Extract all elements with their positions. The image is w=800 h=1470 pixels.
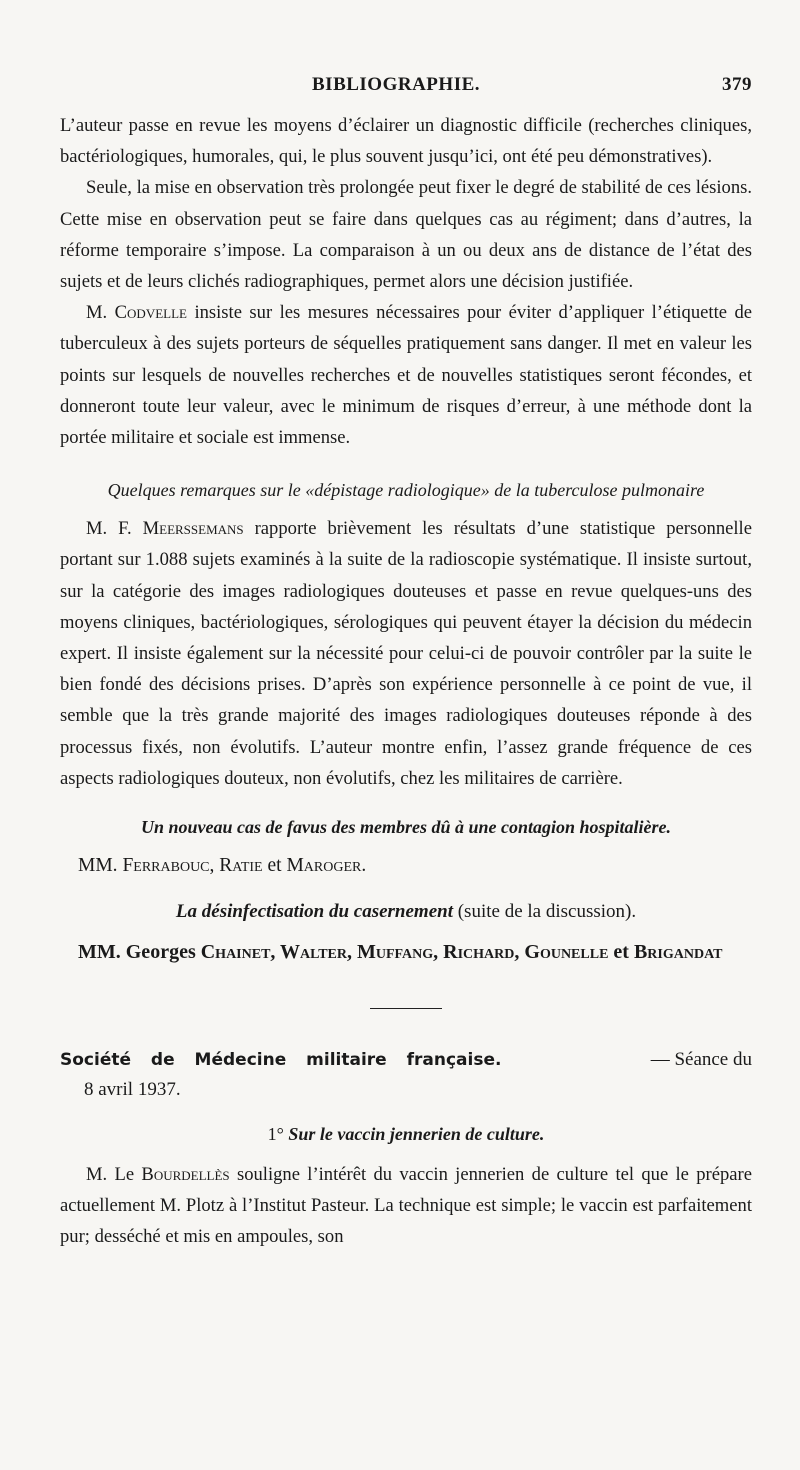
- author-name: Brigandat: [633, 941, 723, 964]
- running-title: BIBLIOGRAPHIE.: [312, 74, 481, 95]
- authors-desinfectisation: [78, 936, 752, 968]
- author-name: Codvelle: [114, 302, 187, 324]
- paragraph-3-text: insiste sur les mesures nécessaires pour éviter d’appliquer l’étiquette de tuberculeux à des sujets porteurs de séquelles pratiquement sans danger. Il met en valeur les points sur lesquels de nouvelles recherches et de nouvelles statistiques seront fécondes, et donneront toute leur valeur, avec le minimum de risques d’erreur, à une méthode dont la portée militaire et sociale est immense.: [60, 302, 752, 449]
- author-prefix: M.: [86, 302, 108, 324]
- author-prefix: M. Le: [86, 1164, 135, 1186]
- section-heading-favus: Un nouveau cas de favus des membres dû à une contagion hospitalière.: [140, 817, 672, 838]
- conjunction: et: [267, 855, 282, 877]
- running-head: [60, 70, 752, 110]
- paragraph-final: [60, 1159, 752, 1253]
- paragraph-4: [60, 513, 752, 794]
- section-heading-desinfectisation: [60, 896, 752, 928]
- authors-prefix: MM. Georges: [78, 941, 196, 964]
- section-divider: [370, 1008, 442, 1009]
- paragraph-1: L’auteur passe en revue les moyens d’éclairer un diagnostic difficile (recherches cliniques, bactériologiques, humorales, qui, le plus souvent jusqu’ici, ont été peu démonstratives).: [60, 115, 752, 168]
- author-name: Meerssemans: [142, 518, 244, 540]
- subsection-number: 1°: [267, 1124, 284, 1145]
- page-number: 379: [722, 74, 752, 95]
- heading-rest: (suite de la discussion).: [457, 901, 637, 923]
- heading-italic-part: La désinfectisation du casernement: [175, 901, 453, 923]
- society-heading: [60, 1045, 752, 1105]
- author-names: Chainet, Walter, Muffang, Richard, Gounelle: [200, 941, 609, 964]
- subsection-title: Sur le vaccin jennerien de culture.: [288, 1124, 545, 1145]
- society-name: Société de Médecine militaire française.: [60, 1050, 502, 1071]
- society-seance: — Séance du: [650, 1049, 752, 1071]
- paragraph-4-text: rapporte brièvement les résultats d’une statistique personnelle portant sur 1.088 sujets examinés à la suite de la radioscopie systématique. Il insiste surtout, sur la catégorie des images radiologiques douteuses et passe en revue quelques-uns des moyens cliniques, bactériologiques, sérologiques qui peuvent étayer la décision du médecin expert. Il insiste également sur la nécessité pour celui-ci de pouvoir contrôler par la suite le bien fondé des décisions prises. D’après son expérience personnelle à ce point de vue, il semble que la très grande majorité des images radiologiques douteuses réponde à des processus fixés, non évolutifs. L’auteur montre enfin, l’assez grande fréquence de ces aspects radiologiques douteux, non évolutifs, chez les militaires de carrière.: [60, 518, 752, 789]
- paragraph-3: [60, 297, 752, 453]
- society-date: 8 avril 1937.: [84, 1079, 181, 1101]
- author-name: Ferrabouc: [122, 855, 210, 877]
- authors-favus: [78, 850, 752, 882]
- author-name: Ratie: [219, 855, 263, 877]
- conjunction: et: [613, 941, 629, 964]
- author-name: Maroger.: [286, 855, 367, 877]
- subsection-heading: [60, 1119, 752, 1149]
- author-name: Bourdellès: [141, 1164, 230, 1186]
- author-prefix: M. F.: [86, 518, 132, 540]
- separator: ,: [209, 855, 215, 877]
- authors-prefix: MM.: [78, 855, 118, 877]
- paragraph-final-text: souligne l’intérêt du vaccin jennerien de culture tel que le prépare actuellement M. Plotz à l’Institut Pasteur. La technique est simple; le vaccin est parfaitement pur; desséché et mis en ampoules, son: [60, 1164, 752, 1248]
- section-heading-depistage: Quelques remarques sur le «dépistage radiologique» de la tuberculose pulmonaire: [107, 480, 705, 501]
- paragraph-2: Seule, la mise en observation très prolongée peut fixer le degré de stabilité de ces lésions. Cette mise en observation peut se faire dans quelques cas au régiment; dans d’autres, la réforme temporaire s’impose. La comparaison à un ou deux ans de distance de l’état des sujets et de leurs clichés radiographiques, permet alors une décision justifiée.: [60, 177, 752, 293]
- page: [60, 70, 752, 1253]
